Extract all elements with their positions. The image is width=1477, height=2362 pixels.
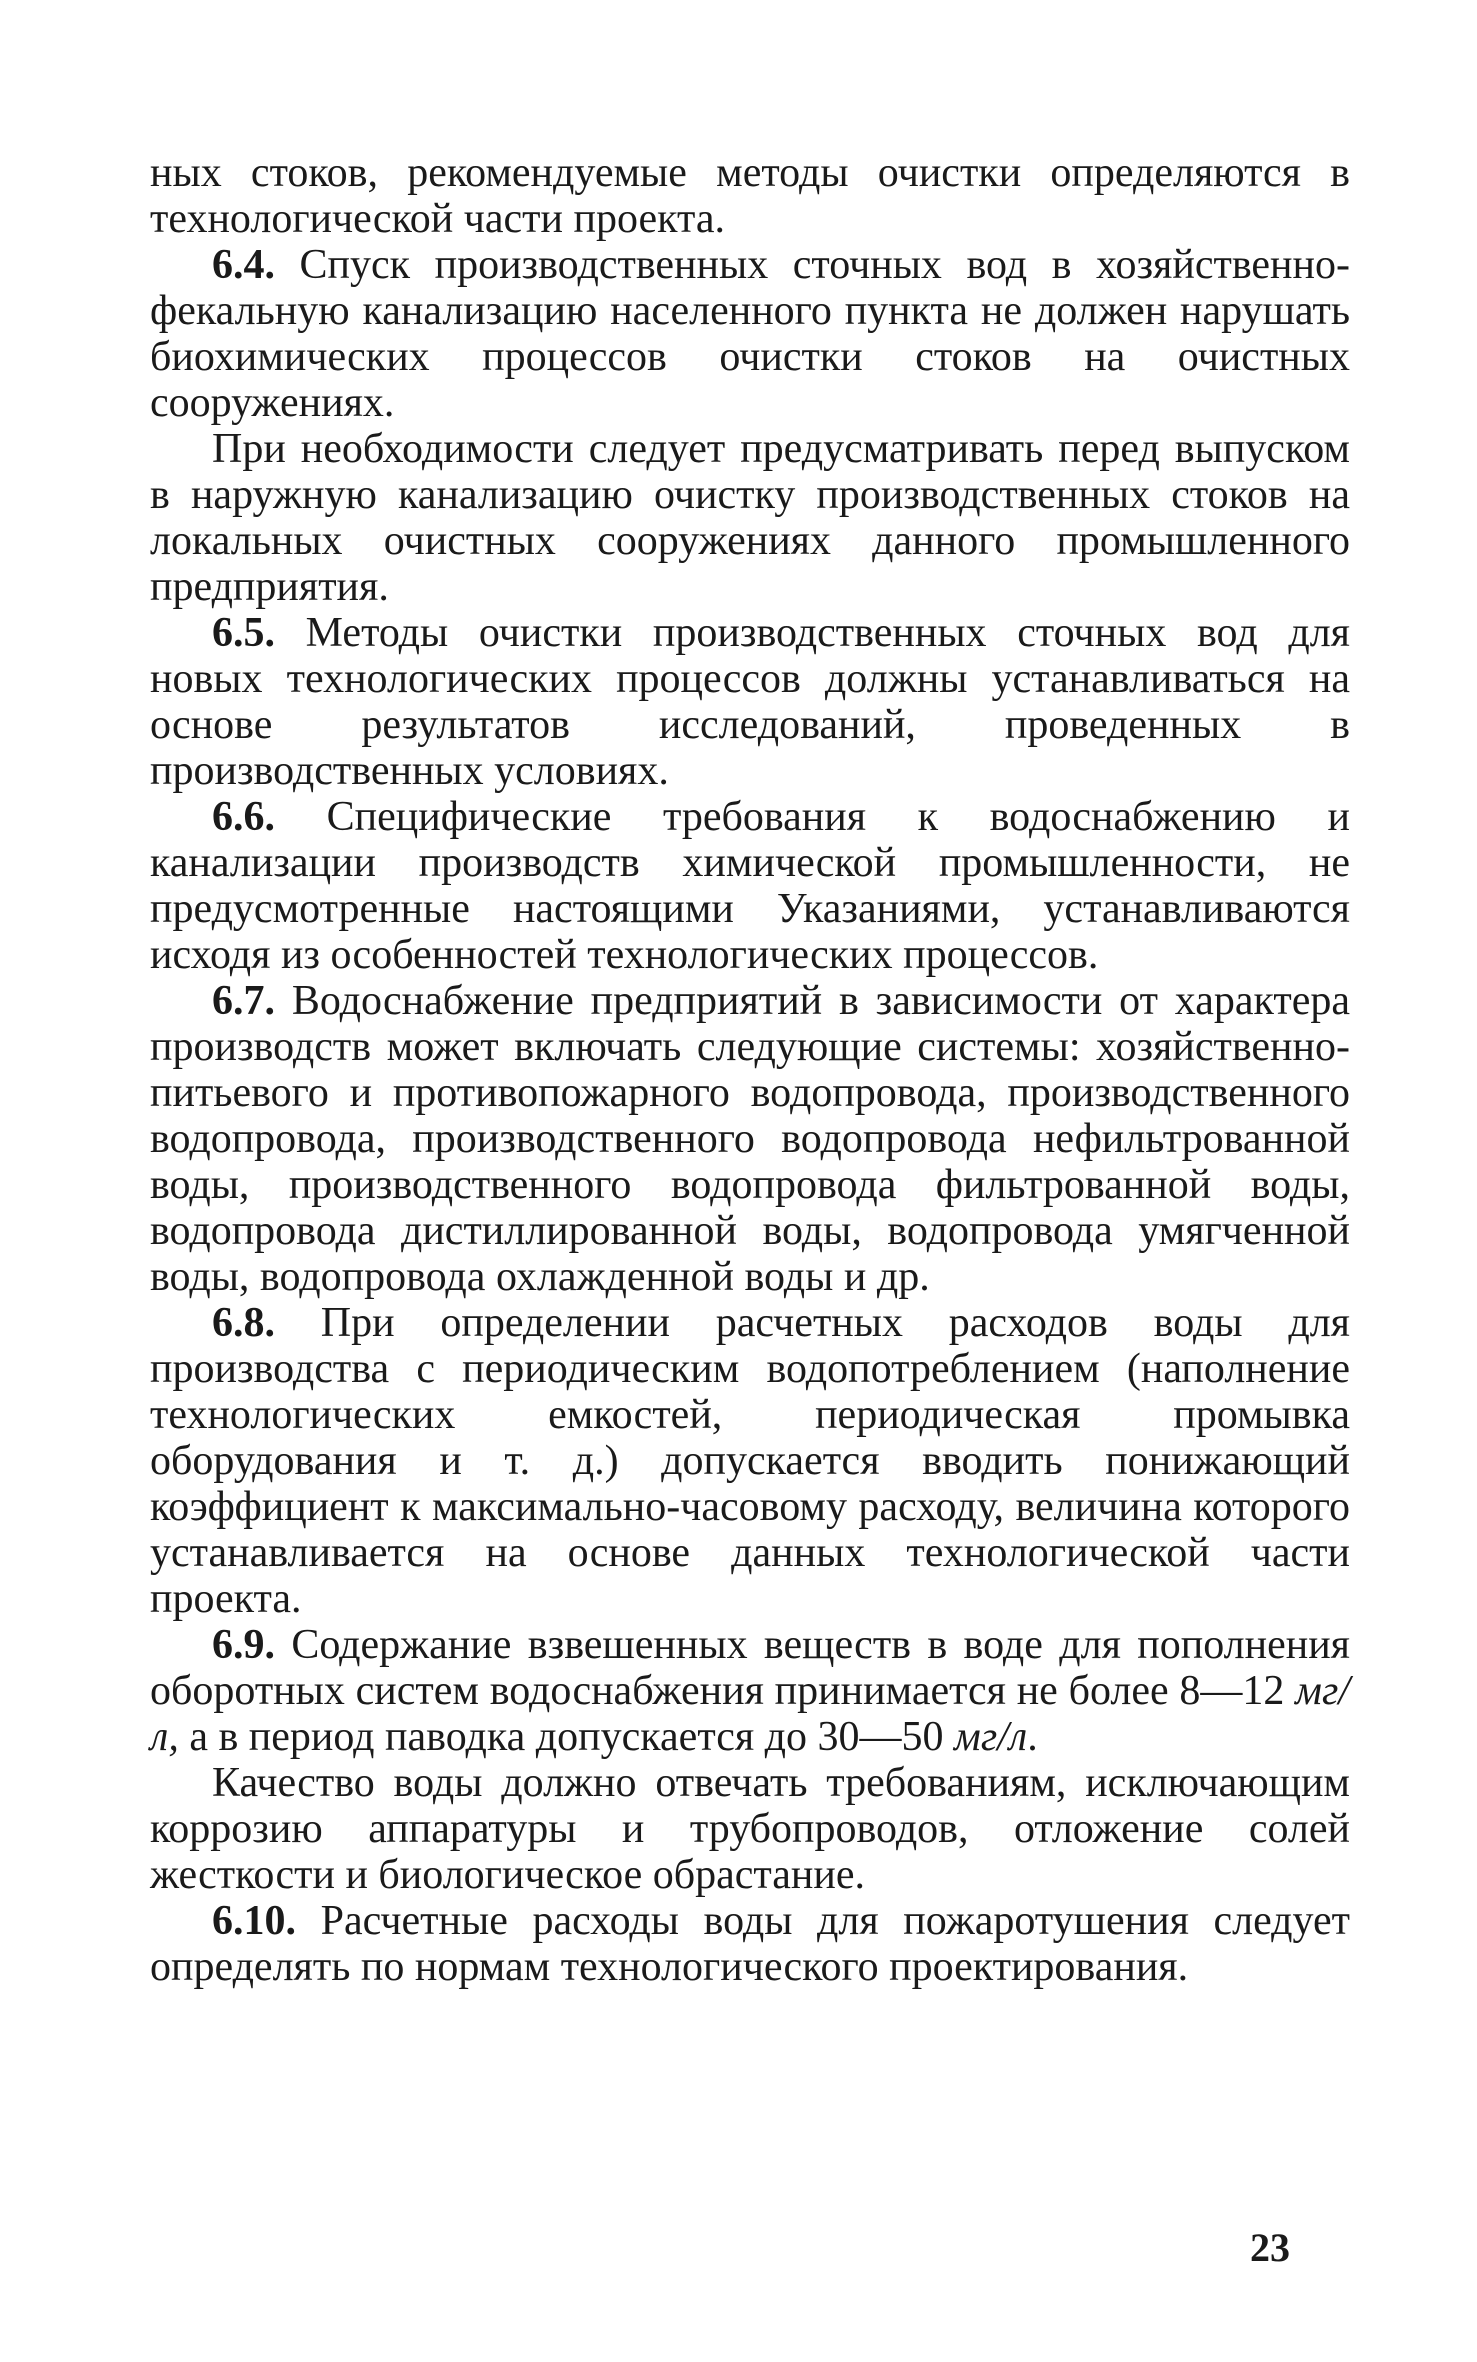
page-number: 23 — [1250, 2225, 1290, 2270]
paragraph-text: При определении расчетных расходов воды для производства с периодическим водопотреблением (наполнение технологических емкостей, периодическая промывка оборудования и т. д.) допускается вводить понижающий коэффициент к максимально-часовому расходу, величина которого устанавливается на основе данных технологической части проекта. — [150, 1300, 1350, 1622]
section-number: 6.8. — [212, 1300, 275, 1346]
paragraph-6-7 — [150, 978, 1350, 1300]
paragraph-text: Содержание взвешенных веществ в воде для пополнения оборотных систем водоснабжения принимается не более 8—12 — [150, 1622, 1350, 1714]
paragraph-text: а в период паводка допускается до 30—50 — [178, 1714, 955, 1760]
unit-mg-per-l: мг/л — [954, 1714, 1028, 1760]
paragraph-text: Методы очистки производственных сточных вод для новых технологических процессов должны устанавливаться на основе результатов исследований, проведенных в производственных условиях. — [150, 610, 1350, 794]
section-number: 6.6. — [212, 794, 275, 840]
paragraph-6-6 — [150, 794, 1350, 978]
paragraph-text: При необходимости следует предусматривать перед выпуском в наружную канализацию очистку производственных стоков на локальных очистных сооружениях данного промышленного предприятия. — [150, 426, 1350, 610]
paragraph-6-4 — [150, 242, 1350, 426]
paragraph-text: Водоснабжение предприятий в зависимости от характера производств может включать следующие системы: хозяйственно-питьевого и противопожарного водопровода, производственного водопровода, производственного водопровода нефильтрованной воды, производственного водопровода фильтрованной воды, водопровода дистиллированной воды, водопровода умягченной воды, водопровода охлажденной воды и др. — [150, 978, 1350, 1300]
document-page — [150, 150, 1350, 1990]
paragraph-6-8 — [150, 1300, 1350, 1622]
section-number: 6.10. — [212, 1898, 296, 1944]
paragraph-6-4-cont — [150, 426, 1350, 610]
paragraph-continuation — [150, 150, 1350, 242]
paragraph-text: Специфические требования к водоснабжению и канализации производств химической промышленности, не предусмотренные настоящими Указаниями, устанавливаются исходя из особенностей технологических процессов. — [150, 794, 1350, 978]
paragraph-6-9 — [150, 1622, 1350, 1760]
paragraph-text: Качество воды должно отвечать требованиям, исключающим коррозию аппаратуры и трубопроводов, отложение солей жесткости и биологическое обрастание. — [150, 1760, 1350, 1898]
unit-mg-per-l: мг/л, — [150, 1668, 1350, 1760]
paragraph-text: Спуск производственных сточных вод в хозяйственно-фекальную канализацию населенного пункта не должен нарушать биохимических процессов очистки стоков на очистных сооружениях. — [150, 242, 1350, 426]
paragraph-text: Расчетные расходы воды для пожаротушения следует определять по нормам технологического проектирования. — [150, 1898, 1350, 1990]
paragraph-text: ных стоков, рекомендуемые методы очистки определяются в технологической части проекта. — [150, 150, 1350, 242]
section-number: 6.5. — [212, 610, 275, 656]
paragraph-6-5 — [150, 610, 1350, 794]
paragraph-6-10 — [150, 1898, 1350, 1990]
paragraph-6-9-cont — [150, 1760, 1350, 1898]
paragraph-text: . — [1027, 1714, 1038, 1760]
section-number: 6.7. — [212, 978, 275, 1024]
section-number: 6.4. — [212, 242, 275, 288]
section-number: 6.9. — [212, 1622, 275, 1668]
